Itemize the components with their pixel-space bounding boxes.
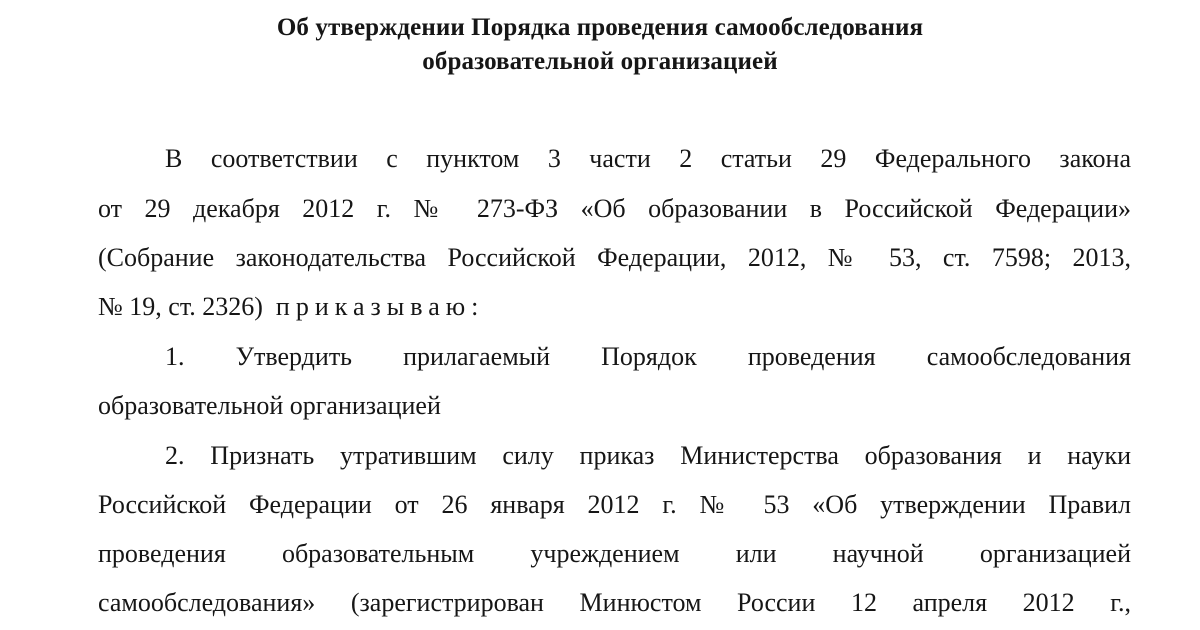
item-2-line-2: Российской Федерации от 26 января 2012 г. № 53 «Об утверждении Правил — [98, 490, 1131, 519]
item-2-line-4: самообследования» (зарегистрирован Минюстом России 12 апреля 2012 г., — [98, 588, 1131, 617]
paragraph-1-line-4 — [98, 283, 1131, 331]
item-2-line-3: проведения образовательным учреждением или научной организацией — [98, 539, 1131, 568]
order-word: приказываю: — [275, 292, 485, 321]
item-1-line-2: образовательной организацией — [98, 391, 441, 420]
law-reference-tail: № 19, ст. 2326) — [98, 292, 263, 321]
paragraph-1-line-2: от 29 декабря 2012 г. № 273-ФЗ «Об образовании в Российской Федерации» — [98, 194, 1131, 223]
item-2-line-1: 2. Признать утратившим силу приказ Министерства образования и науки — [165, 441, 1131, 470]
paragraph-1-line-3: (Собрание законодательства Российской Федерации, 2012, № 53, ст. 7598; 2013, — [98, 243, 1131, 272]
document-title-line-2: образовательной организацией — [422, 48, 778, 75]
paragraph-1-line-1: В соответствии с пунктом 3 части 2 статьи 29 Федерального закона — [165, 144, 1131, 173]
item-1-line-1: 1. Утвердить прилагаемый Порядок проведения самообследования — [165, 342, 1131, 371]
document-title-line-1: Об утверждении Порядка проведения самообследования — [276, 14, 924, 41]
